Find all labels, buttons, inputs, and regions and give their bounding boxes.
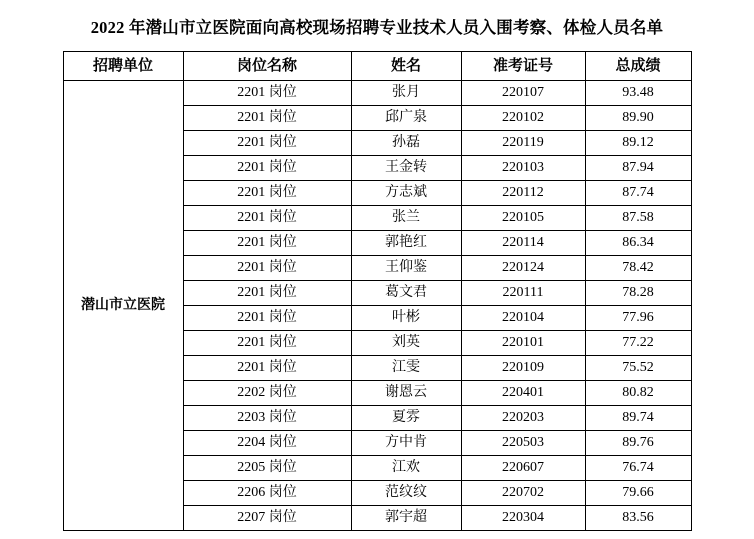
cell-score: 76.74: [585, 456, 691, 481]
table-row: [63, 81, 691, 106]
cell-name: 郭宇超: [351, 506, 461, 531]
cell-post: 2204 岗位: [183, 431, 351, 456]
cell-name: 张月: [351, 81, 461, 106]
cell-exam-no: 220105: [461, 206, 585, 231]
cell-score: 77.22: [585, 331, 691, 356]
cell-name: 叶彬: [351, 306, 461, 331]
cell-post: 2201 岗位: [183, 106, 351, 131]
cell-post: 2201 岗位: [183, 231, 351, 256]
column-header-exam-no: 准考证号: [461, 52, 585, 81]
cell-name: 郭艳红: [351, 231, 461, 256]
cell-score: 89.12: [585, 131, 691, 156]
cell-exam-no: 220702: [461, 481, 585, 506]
cell-name: 方志斌: [351, 181, 461, 206]
cell-score: 75.52: [585, 356, 691, 381]
cell-name: 孙磊: [351, 131, 461, 156]
cell-exam-no: 220401: [461, 381, 585, 406]
cell-score: 80.82: [585, 381, 691, 406]
column-header-score: 总成绩: [585, 52, 691, 81]
cell-exam-no: 220111: [461, 281, 585, 306]
cell-exam-no: 220119: [461, 131, 585, 156]
cell-exam-no: 220102: [461, 106, 585, 131]
cell-post: 2201 岗位: [183, 256, 351, 281]
cell-name: 江欢: [351, 456, 461, 481]
cell-post: 2201 岗位: [183, 131, 351, 156]
cell-name: 张兰: [351, 206, 461, 231]
cell-name: 葛文君: [351, 281, 461, 306]
cell-score: 87.94: [585, 156, 691, 181]
cell-post: 2202 岗位: [183, 381, 351, 406]
cell-score: 77.96: [585, 306, 691, 331]
column-header-post: 岗位名称: [183, 52, 351, 81]
roster-table: [63, 51, 692, 531]
cell-post: 2201 岗位: [183, 306, 351, 331]
cell-name: 夏雰: [351, 406, 461, 431]
cell-exam-no: 220103: [461, 156, 585, 181]
cell-name: 江雯: [351, 356, 461, 381]
cell-score: 93.48: [585, 81, 691, 106]
cell-exam-no: 220203: [461, 406, 585, 431]
cell-score: 87.74: [585, 181, 691, 206]
cell-exam-no: 220109: [461, 356, 585, 381]
cell-score: 78.42: [585, 256, 691, 281]
cell-post: 2201 岗位: [183, 181, 351, 206]
cell-name: 范纹纹: [351, 481, 461, 506]
cell-score: 89.76: [585, 431, 691, 456]
cell-score: 83.56: [585, 506, 691, 531]
cell-post: 2206 岗位: [183, 481, 351, 506]
cell-post: 2201 岗位: [183, 81, 351, 106]
column-header-unit: 招聘单位: [63, 52, 183, 81]
column-header-name: 姓名: [351, 52, 461, 81]
cell-exam-no: 220107: [461, 81, 585, 106]
page-title: 2022 年潜山市立医院面向高校现场招聘专业技术人员入围考察、体检人员名单: [90, 18, 664, 37]
cell-name: 王金转: [351, 156, 461, 181]
cell-exam-no: 220503: [461, 431, 585, 456]
cell-exam-no: 220124: [461, 256, 585, 281]
cell-score: 78.28: [585, 281, 691, 306]
cell-score: 89.74: [585, 406, 691, 431]
table-header-row: [63, 52, 691, 81]
cell-post: 2201 岗位: [183, 206, 351, 231]
cell-post: 2201 岗位: [183, 331, 351, 356]
cell-exam-no: 220607: [461, 456, 585, 481]
cell-post: 2205 岗位: [183, 456, 351, 481]
cell-unit: 潜山市立医院: [63, 81, 183, 531]
cell-exam-no: 220112: [461, 181, 585, 206]
cell-name: 方中肯: [351, 431, 461, 456]
cell-score: 79.66: [585, 481, 691, 506]
cell-post: 2203 岗位: [183, 406, 351, 431]
cell-post: 2201 岗位: [183, 356, 351, 381]
cell-exam-no: 220114: [461, 231, 585, 256]
cell-score: 89.90: [585, 106, 691, 131]
cell-post: 2201 岗位: [183, 156, 351, 181]
cell-post: 2207 岗位: [183, 506, 351, 531]
cell-exam-no: 220304: [461, 506, 585, 531]
cell-score: 86.34: [585, 231, 691, 256]
cell-exam-no: 220104: [461, 306, 585, 331]
roster-table-body: [63, 81, 691, 531]
cell-score: 87.58: [585, 206, 691, 231]
cell-name: 邱广泉: [351, 106, 461, 131]
cell-name: 王仰鉴: [351, 256, 461, 281]
cell-name: 谢恩云: [351, 381, 461, 406]
cell-exam-no: 220101: [461, 331, 585, 356]
cell-post: 2201 岗位: [183, 281, 351, 306]
cell-name: 刘英: [351, 331, 461, 356]
